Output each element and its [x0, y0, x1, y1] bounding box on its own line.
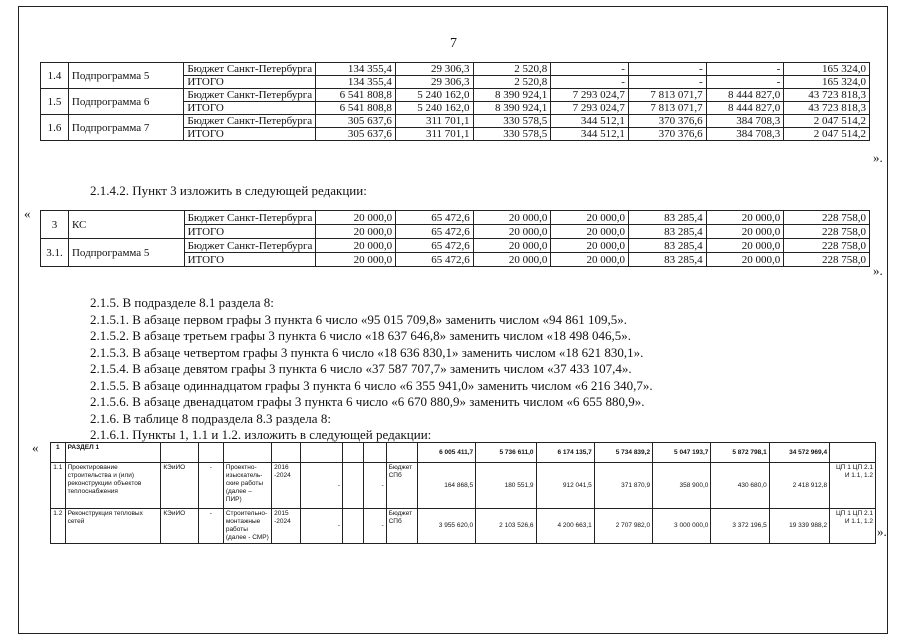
empty-cell — [161, 443, 198, 463]
value-cell: 2 103 526,6 — [476, 509, 536, 544]
value-cell: 8 444 827,0 — [706, 89, 784, 102]
empty-cell — [363, 443, 386, 463]
funding-source: Бюджет СПб — [386, 463, 417, 509]
value-cell: 20 000,0 — [316, 253, 396, 267]
value-cell: 6 541 808,8 — [316, 102, 396, 115]
value-cell: 43 723 818,3 — [784, 89, 870, 102]
row-name: Подпрограмма 5 — [68, 239, 184, 267]
value-cell: 34 572 969,4 — [769, 443, 829, 463]
value-cell: 65 472,6 — [396, 225, 474, 239]
row-number: 1 — [51, 443, 66, 463]
funding-source: ИТОГО — [184, 128, 316, 141]
value-cell: 7 813 071,7 — [628, 102, 706, 115]
value-cell: 19 339 988,2 — [769, 509, 829, 544]
paragraph: 2.1.5.6. В абзаце двенадцатом графы 3 пункта 6 число «6 670 880,9» заменить числом «6 655 880,9». — [90, 394, 645, 409]
page-number: 7 — [450, 36, 457, 51]
value-cell: 180 551,9 — [476, 463, 536, 509]
value-cell: - — [551, 76, 629, 89]
table-row — [51, 443, 876, 463]
funding-source: Бюджет Санкт-Петербурга — [184, 211, 316, 225]
funding-source: Бюджет СПб — [386, 509, 417, 544]
row-number: 1.2 — [51, 509, 66, 544]
value-cell: 134 355,4 — [316, 76, 396, 89]
value-cell: 43 723 818,3 — [784, 102, 870, 115]
value-cell: 20 000,0 — [316, 239, 396, 253]
table-row — [41, 211, 870, 225]
row-name: Подпрограмма 6 — [68, 89, 183, 115]
value-cell: 20 000,0 — [706, 253, 784, 267]
table-row — [41, 63, 870, 76]
row-number: 1.5 — [41, 89, 69, 115]
value-cell: 83 285,4 — [628, 253, 706, 267]
work-kind: Проектно-изыскатель-ские работы (далее – ПИР) — [223, 463, 271, 509]
funding-source: ИТОГО — [184, 76, 316, 89]
section-title: РАЗДЕЛ 1 — [65, 443, 161, 463]
row-number: 3.1. — [41, 239, 69, 267]
value-cell: 384 708,3 — [706, 128, 784, 141]
value-cell: 311 701,1 — [395, 128, 473, 141]
value-cell: 20 000,0 — [473, 253, 551, 267]
value-cell: 8 390 924,1 — [473, 102, 551, 115]
value-cell: 20 000,0 — [473, 239, 551, 253]
row-number: 3 — [41, 211, 69, 239]
value-cell: 83 285,4 — [628, 225, 706, 239]
value-cell: 20 000,0 — [706, 239, 784, 253]
row-number: 1.6 — [41, 115, 69, 141]
dash-cell: - — [363, 463, 386, 509]
row-number: 1.1 — [51, 463, 66, 509]
value-cell: 3 000 000,0 — [653, 509, 711, 544]
value-cell: 370 376,6 — [628, 115, 706, 128]
value-cell: 5 047 193,7 — [653, 443, 711, 463]
table-row — [41, 89, 870, 102]
funding-source: Бюджет Санкт-Петербурга — [184, 89, 316, 102]
open-quote-3: « — [32, 440, 39, 455]
value-cell: 2 520,8 — [473, 76, 551, 89]
dash-cell: - — [301, 509, 343, 544]
value-cell: 20 000,0 — [473, 225, 551, 239]
value-cell: 5 872 798,1 — [711, 443, 769, 463]
work-kind: Строительно-монтажные работы (далее - СМР) — [223, 509, 271, 544]
value-cell: 29 306,3 — [395, 76, 473, 89]
row-name: Подпрограмма 7 — [68, 115, 183, 141]
program-code: ЦП 1 ЦП 2.1 И 1.1, 1.2 — [830, 509, 876, 544]
value-cell: 3 372 196,5 — [711, 509, 769, 544]
open-quote-2: « — [24, 206, 31, 221]
value-cell: 228 758,0 — [784, 239, 870, 253]
value-cell: 430 680,0 — [711, 463, 769, 509]
empty-cell — [342, 463, 363, 509]
value-cell: 330 578,5 — [473, 115, 551, 128]
value-cell: 20 000,0 — [551, 239, 629, 253]
empty-cell — [223, 443, 271, 463]
value-cell: 2 707 982,0 — [594, 509, 652, 544]
dash-cell: - — [301, 463, 343, 509]
empty-cell — [342, 443, 363, 463]
value-cell: 20 000,0 — [316, 225, 396, 239]
paragraph: 2.1.5.2. В абзаце третьем графы 3 пункта 6 число «18 637 646,8» заменить числом «18 498 046,5». — [90, 328, 631, 343]
value-cell: 164 868,5 — [417, 463, 475, 509]
paragraph: 2.1.5. В подразделе 8.1 раздела 8: — [90, 295, 274, 310]
table-row — [51, 463, 876, 509]
dash-cell: - — [198, 509, 223, 544]
executor: КЭиИО — [161, 509, 198, 544]
empty-cell — [272, 443, 301, 463]
value-cell: 20 000,0 — [551, 225, 629, 239]
value-cell: 65 472,6 — [396, 211, 474, 225]
value-cell: - — [551, 63, 629, 76]
value-cell: 65 472,6 — [396, 239, 474, 253]
value-cell: 6 541 808,8 — [316, 89, 396, 102]
empty-cell — [830, 443, 876, 463]
funding-source: Бюджет Санкт-Петербурга — [184, 63, 316, 76]
value-cell: 305 637,6 — [316, 115, 396, 128]
value-cell: 20 000,0 — [551, 211, 629, 225]
value-cell: 8 444 827,0 — [706, 102, 784, 115]
value-cell: 305 637,6 — [316, 128, 396, 141]
table-row — [51, 509, 876, 544]
value-cell: 370 376,6 — [628, 128, 706, 141]
value-cell: 371 870,9 — [594, 463, 652, 509]
table-row — [41, 239, 870, 253]
value-cell: 65 472,6 — [396, 253, 474, 267]
value-cell: 2 047 514,2 — [784, 128, 870, 141]
value-cell: 5 240 162,0 — [395, 102, 473, 115]
value-cell: 5 240 162,0 — [395, 89, 473, 102]
value-cell: 311 701,1 — [395, 115, 473, 128]
years: 2015 -2024 — [272, 509, 301, 544]
funding-source: Бюджет Санкт-Петербурга — [184, 239, 316, 253]
value-cell: 4 200 663,1 — [536, 509, 594, 544]
row-name: КС — [68, 211, 184, 239]
close-quote-2: ». — [873, 263, 883, 278]
value-cell: 228 758,0 — [784, 211, 870, 225]
value-cell: 5 736 611,0 — [476, 443, 536, 463]
paragraph: 2.1.6. В таблице 8 подраздела 8.3 раздела 8: — [90, 410, 331, 426]
value-cell: 384 708,3 — [706, 115, 784, 128]
value-cell: 6 174 135,7 — [536, 443, 594, 463]
value-cell: - — [706, 63, 784, 76]
value-cell: 20 000,0 — [706, 211, 784, 225]
funding-source: ИТОГО — [184, 225, 316, 239]
value-cell: 29 306,3 — [395, 63, 473, 76]
value-cell: 20 000,0 — [551, 253, 629, 267]
paragraph: 2.1.5.4. В абзаце девятом графы 3 пункта 6 число «37 587 707,7» заменить числом «37 433 107,4». — [90, 361, 632, 376]
value-cell: - — [706, 76, 784, 89]
value-cell: 6 005 411,7 — [417, 443, 475, 463]
value-cell: 83 285,4 — [628, 211, 706, 225]
value-cell: 344 512,1 — [551, 128, 629, 141]
value-cell: 2 418 912,8 — [769, 463, 829, 509]
close-quote-3: ». — [877, 524, 887, 539]
close-quote-1: ». — [873, 150, 883, 165]
value-cell: - — [628, 63, 706, 76]
value-cell: 165 324,0 — [784, 76, 870, 89]
table-subprograms — [40, 62, 870, 141]
paragraph: 2.1.6.1. Пункты 1, 1.1 и 1.2. изложить в следующей редакции: — [90, 427, 432, 442]
empty-cell — [342, 509, 363, 544]
funding-source: Бюджет Санкт-Петербурга — [184, 115, 316, 128]
empty-cell — [198, 443, 223, 463]
value-cell: 912 041,5 — [536, 463, 594, 509]
executor: КЭиИО — [161, 463, 198, 509]
empty-cell — [386, 443, 417, 463]
funding-source: ИТОГО — [184, 102, 316, 115]
program-code: ЦП 1 ЦП 2.1 И 1.1, 1.2 — [830, 463, 876, 509]
value-cell: 228 758,0 — [784, 225, 870, 239]
value-cell: 344 512,1 — [551, 115, 629, 128]
value-cell: 7 813 071,7 — [628, 89, 706, 102]
dash-cell: - — [198, 463, 223, 509]
value-cell: - — [628, 76, 706, 89]
value-cell: 2 520,8 — [473, 63, 551, 76]
paragraph-2142: 2.1.4.2. Пункт 3 изложить в следующей редакции: — [90, 183, 367, 198]
value-cell: 3 955 620,0 — [417, 509, 475, 544]
value-cell: 134 355,4 — [316, 63, 396, 76]
row-name: Подпрограмма 5 — [68, 63, 183, 89]
value-cell: 8 390 924,1 — [473, 89, 551, 102]
row-name: Проектирование строительства и (или) реконструкции объектов теплоснабжения — [65, 463, 161, 509]
value-cell: 7 293 024,7 — [551, 89, 629, 102]
row-number: 1.4 — [41, 63, 69, 89]
value-cell: 20 000,0 — [473, 211, 551, 225]
table-ks — [40, 210, 870, 267]
table-row — [41, 115, 870, 128]
value-cell: 20 000,0 — [316, 211, 396, 225]
value-cell: 83 285,4 — [628, 239, 706, 253]
value-cell: 20 000,0 — [706, 225, 784, 239]
dash-cell: - — [363, 509, 386, 544]
row-name: Реконструкция тепловых сетей — [65, 509, 161, 544]
table-section-8 — [50, 442, 876, 544]
years: 2016 -2024 — [272, 463, 301, 509]
value-cell: 358 900,0 — [653, 463, 711, 509]
value-cell: 7 293 024,7 — [551, 102, 629, 115]
value-cell: 5 734 839,2 — [594, 443, 652, 463]
funding-source: ИТОГО — [184, 253, 316, 267]
empty-cell — [301, 443, 343, 463]
value-cell: 228 758,0 — [784, 253, 870, 267]
paragraph: 2.1.5.3. В абзаце четвертом графы 3 пункта 6 число «18 636 830,1» заменить числом «18 621 830,1». — [90, 344, 644, 360]
value-cell: 165 324,0 — [784, 63, 870, 76]
paragraph: 2.1.5.5. В абзаце одиннадцатом графы 3 пункта 6 число «6 355 941,0» заменить числом «6 216 340,7». — [90, 377, 653, 393]
value-cell: 2 047 514,2 — [784, 115, 870, 128]
value-cell: 330 578,5 — [473, 128, 551, 141]
paragraph: 2.1.5.1. В абзаце первом графы 3 пункта 6 число «95 015 709,8» заменить числом «94 861 109,5». — [90, 311, 628, 327]
